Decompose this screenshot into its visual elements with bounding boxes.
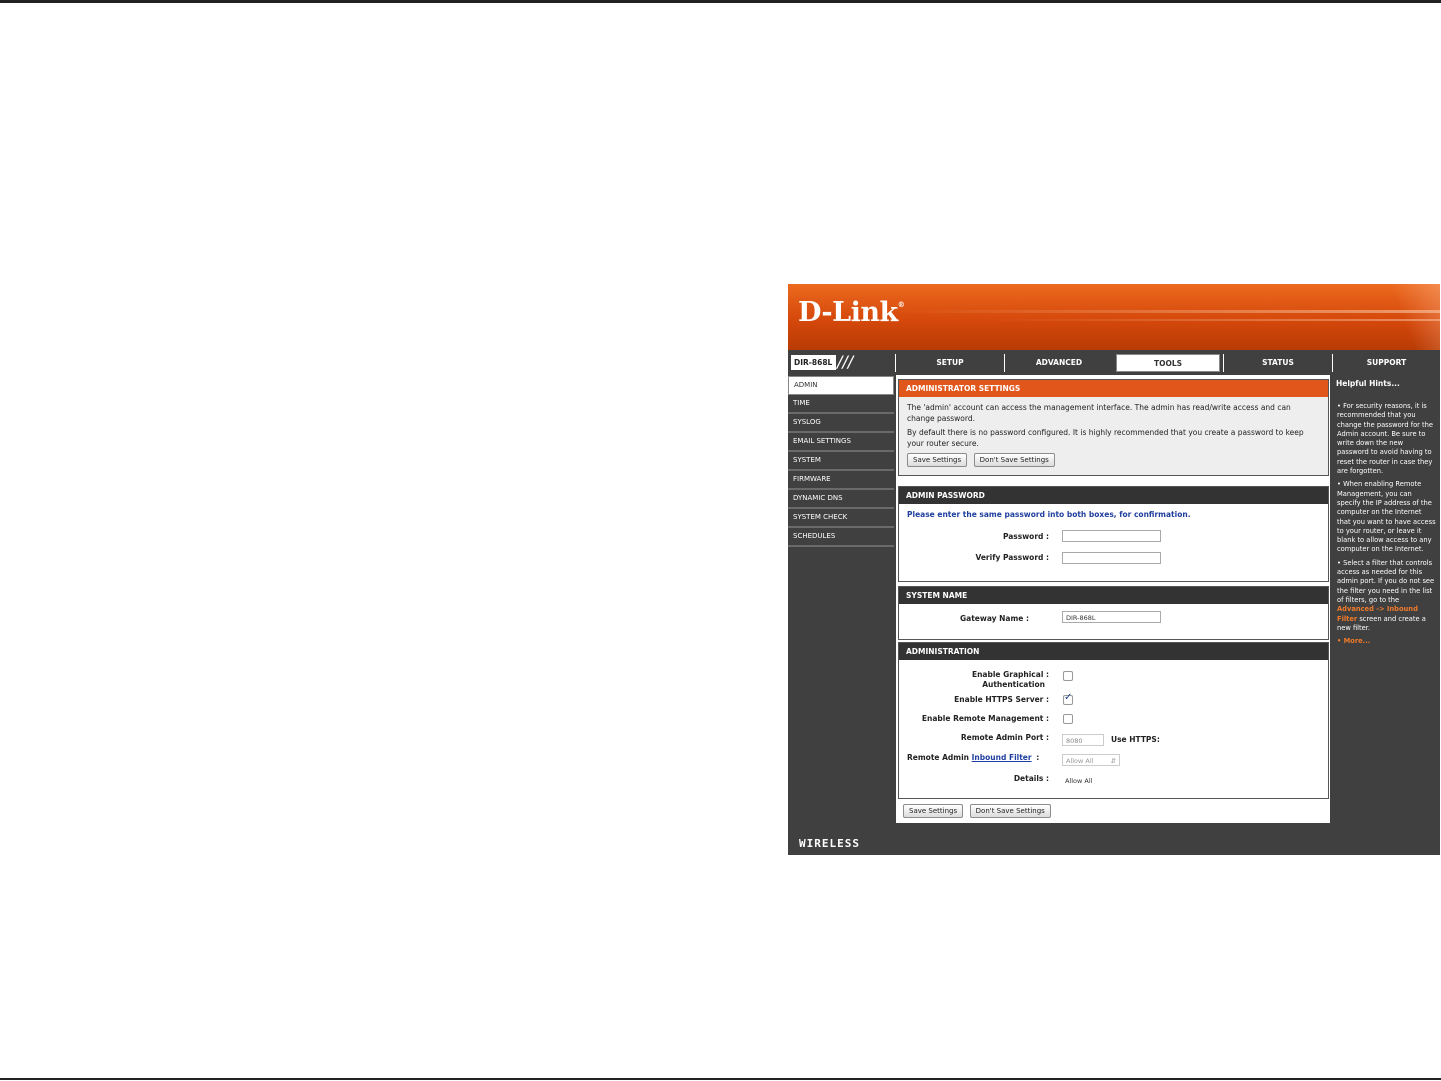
inbound-filter-label-prefix: Remote Admin xyxy=(907,753,970,762)
https-server-checkbox[interactable] xyxy=(1063,695,1073,705)
wireless-footer-label: WIRELESS xyxy=(799,837,860,850)
use-https-label: Use HTTPS: xyxy=(1111,735,1160,744)
bottom-button-row xyxy=(903,804,1051,818)
password-label: Password : xyxy=(1002,532,1049,541)
sidebar-item-firmware[interactable]: FIRMWARE xyxy=(788,471,894,490)
helpful-hints-panel xyxy=(1333,376,1440,826)
admin-info-text-2: By default there is no password configured. It is highly recommended that you create a password to keep your router secure. xyxy=(907,428,1304,448)
header-light-wedge xyxy=(1373,284,1440,350)
remote-admin-port-label: Remote Admin Port : xyxy=(960,733,1049,742)
header-banner xyxy=(788,284,1440,350)
administration-title: ADMINISTRATION xyxy=(899,643,1328,660)
tab-status[interactable]: STATUS xyxy=(1223,354,1332,372)
verify-password-input[interactable] xyxy=(1062,552,1161,564)
sidebar-item-admin[interactable]: ADMIN xyxy=(788,376,894,395)
gateway-name-input[interactable]: DIR-868L xyxy=(1062,611,1161,623)
save-settings-button-bottom[interactable]: Save Settings xyxy=(903,804,963,818)
tab-support[interactable]: SUPPORT xyxy=(1332,354,1440,372)
inbound-filter-label xyxy=(907,753,1039,762)
remote-management-checkbox[interactable] xyxy=(1063,714,1073,724)
remote-admin-port-input[interactable]: 8080 xyxy=(1062,734,1104,746)
tab-tools[interactable]: TOOLS xyxy=(1116,354,1220,372)
sidebar-item-schedules[interactable]: SCHEDULES xyxy=(788,528,894,547)
inbound-filter-select-value: Allow All xyxy=(1066,757,1094,765)
admin-info-text-1: The 'admin' account can access the management interface. The admin has read/write access and can change password. xyxy=(907,403,1291,423)
logo-reg-mark: ® xyxy=(897,300,905,309)
dont-save-settings-button-top[interactable]: Don't Save Settings xyxy=(974,453,1055,467)
model-slashes: /// xyxy=(837,352,854,371)
remote-management-label: Enable Remote Management : xyxy=(921,714,1049,723)
system-name-section xyxy=(898,586,1329,640)
sidebar-item-syslog[interactable]: SYSLOG xyxy=(788,414,894,433)
router-admin-screenshot xyxy=(788,284,1440,855)
save-settings-button-top[interactable]: Save Settings xyxy=(907,453,967,467)
bottom-rule xyxy=(0,1078,1441,1080)
sidebar-item-system[interactable]: SYSTEM xyxy=(788,452,894,471)
sidebar-item-dynamic-dns[interactable]: DYNAMIC DNS xyxy=(788,490,894,509)
main-content xyxy=(896,375,1330,823)
top-rule xyxy=(0,0,1441,3)
details-label: Details : xyxy=(1013,774,1049,783)
sidebar xyxy=(788,376,894,547)
verify-password-label: Verify Password : xyxy=(975,553,1049,562)
system-name-title: SYSTEM NAME xyxy=(899,587,1328,604)
sidebar-item-system-check[interactable]: SYSTEM CHECK xyxy=(788,509,894,528)
tab-advanced[interactable]: ADVANCED xyxy=(1004,354,1113,372)
helpful-hints-title: Helpful Hints... xyxy=(1336,379,1400,388)
inbound-filter-select[interactable] xyxy=(1062,754,1120,766)
administration-section xyxy=(898,642,1329,799)
dont-save-settings-button-bottom[interactable]: Don't Save Settings xyxy=(970,804,1051,818)
graphical-auth-label-2: Authentication xyxy=(982,680,1045,689)
top-navigation xyxy=(788,352,1440,374)
administrator-settings-section xyxy=(898,379,1329,476)
https-server-label: Enable HTTPS Server : xyxy=(954,695,1049,704)
sidebar-item-time[interactable]: TIME xyxy=(788,395,894,414)
password-instruction: Please enter the same password into both boxes, for confirmation. xyxy=(907,510,1191,519)
logo-text: D-Link xyxy=(798,297,898,328)
header-light-beam xyxy=(898,310,1440,313)
graphical-auth-label: Enable Graphical : xyxy=(971,670,1049,679)
select-arrows-icon: ⇵ xyxy=(1110,757,1116,765)
graphical-auth-checkbox[interactable] xyxy=(1063,671,1073,681)
tab-setup[interactable]: SETUP xyxy=(895,354,1004,372)
footer-bar xyxy=(788,830,1440,855)
sidebar-item-email-settings[interactable]: EMAIL SETTINGS xyxy=(788,433,894,452)
hint-remote-management: • When enabling Remote Management, you can specify the IP address of the computer on the Internet that you want to have access to your router, or leave it blank to allow access to any computer on the Internet. xyxy=(1337,480,1436,554)
details-value: Allow All xyxy=(1065,777,1093,785)
advanced-inbound-filter-link[interactable]: Advanced -> Inbound Filter xyxy=(1337,605,1418,623)
administrator-settings-title: ADMINISTRATOR SETTINGS xyxy=(899,380,1328,397)
inbound-filter-label-colon: : xyxy=(1036,753,1040,762)
gateway-name-label: Gateway Name : xyxy=(960,614,1029,623)
admin-password-title: ADMIN PASSWORD xyxy=(899,487,1328,504)
hint-filter-text: • Select a filter that controls access as needed for this admin port. If you do not see the filter you need in the list of filters, go to the xyxy=(1337,558,1435,604)
admin-password-section xyxy=(898,486,1329,582)
hint-filter-text-2: screen and create a new filter. xyxy=(1337,614,1426,632)
dlink-logo xyxy=(798,297,904,328)
password-input[interactable] xyxy=(1062,530,1161,542)
model-badge: DIR-868L xyxy=(791,355,836,370)
hint-password: • For security reasons, it is recommended that you change the password for the Admin account. Be sure to write down the new password to avoid having to reset the router in case they are forgotten. xyxy=(1337,402,1434,476)
hint-inbound-filter xyxy=(1333,559,1440,633)
hints-more-link[interactable]: • More... xyxy=(1337,637,1371,646)
inbound-filter-link[interactable]: Inbound Filter xyxy=(971,753,1032,762)
